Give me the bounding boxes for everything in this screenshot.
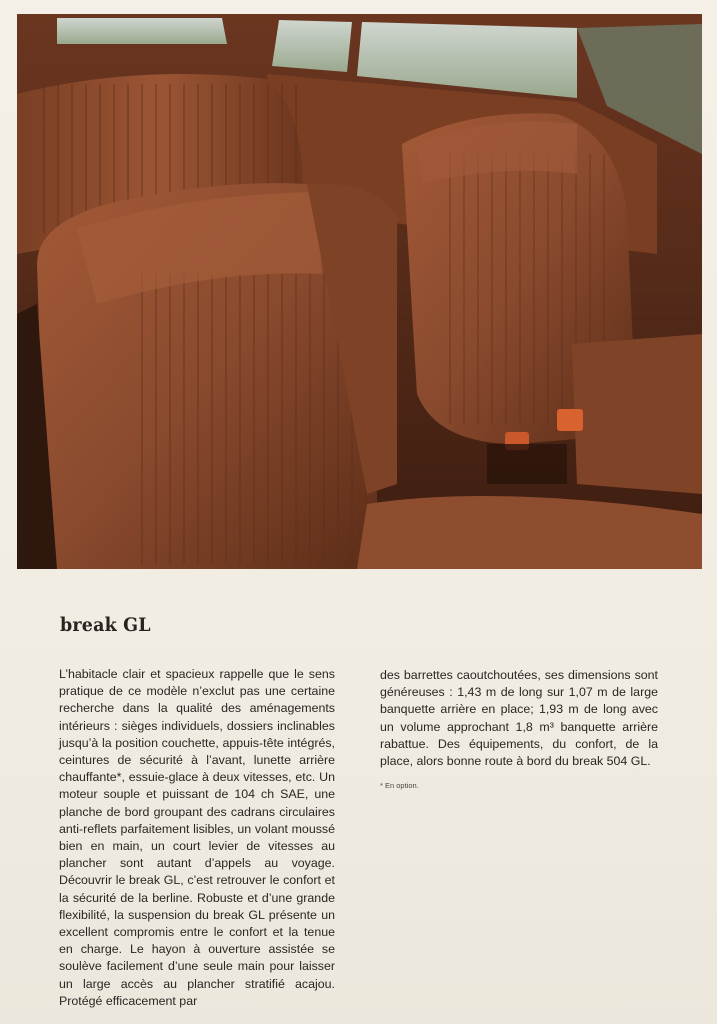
interior-photo (17, 14, 702, 569)
seats-illustration (17, 14, 702, 569)
footnote: * En option. (380, 781, 419, 790)
page-heading: break GL (60, 614, 151, 636)
body-column-1: L’habitacle clair et spacieux rappelle que le sens pratique de ce modèle n’exclut pas une certaine recherche dans la qualité des aménagements intérieurs : sièges individuels, dossiers inclinables jusqu’à la position couchette, appuis-tête intégrés, ceintures de sécurité à l’avant, lunette arrière chauffante*, essuie-glace à deux vitesses, etc. Un moteur souple et puissant de 104 ch SAE, une planche de bord groupant des cadrans circulaires anti-reflets parfaitement lisibles, un volant moussé bien en main, un court levier de vitesses au plancher sont autant d’appels au voyage. Découvrir le break GL, c’est retrouver le confort et la sécurité de la berline. Robuste et d’une grande flexibilité, la suspension du break GL présente un excellent compromis entre le confort et la tenue en charge. Le hayon à ouverture assistée se soulève facilement d’une seule main pour laisser un large accès au plancher stratifié acajou. Protégé efficacement par (59, 667, 335, 1008)
body-column-2: des barrettes caoutchoutées, ses dimensions sont généreuses : 1,43 m de long sur 1,07 m de large banquette arrière en place; 1,93 m de long avec un volume approchant 1,8 m³ banquette arrière rabattue. Des équipements, du confort, de la place, alors bonne route à bord du break 504 GL. (380, 668, 658, 769)
